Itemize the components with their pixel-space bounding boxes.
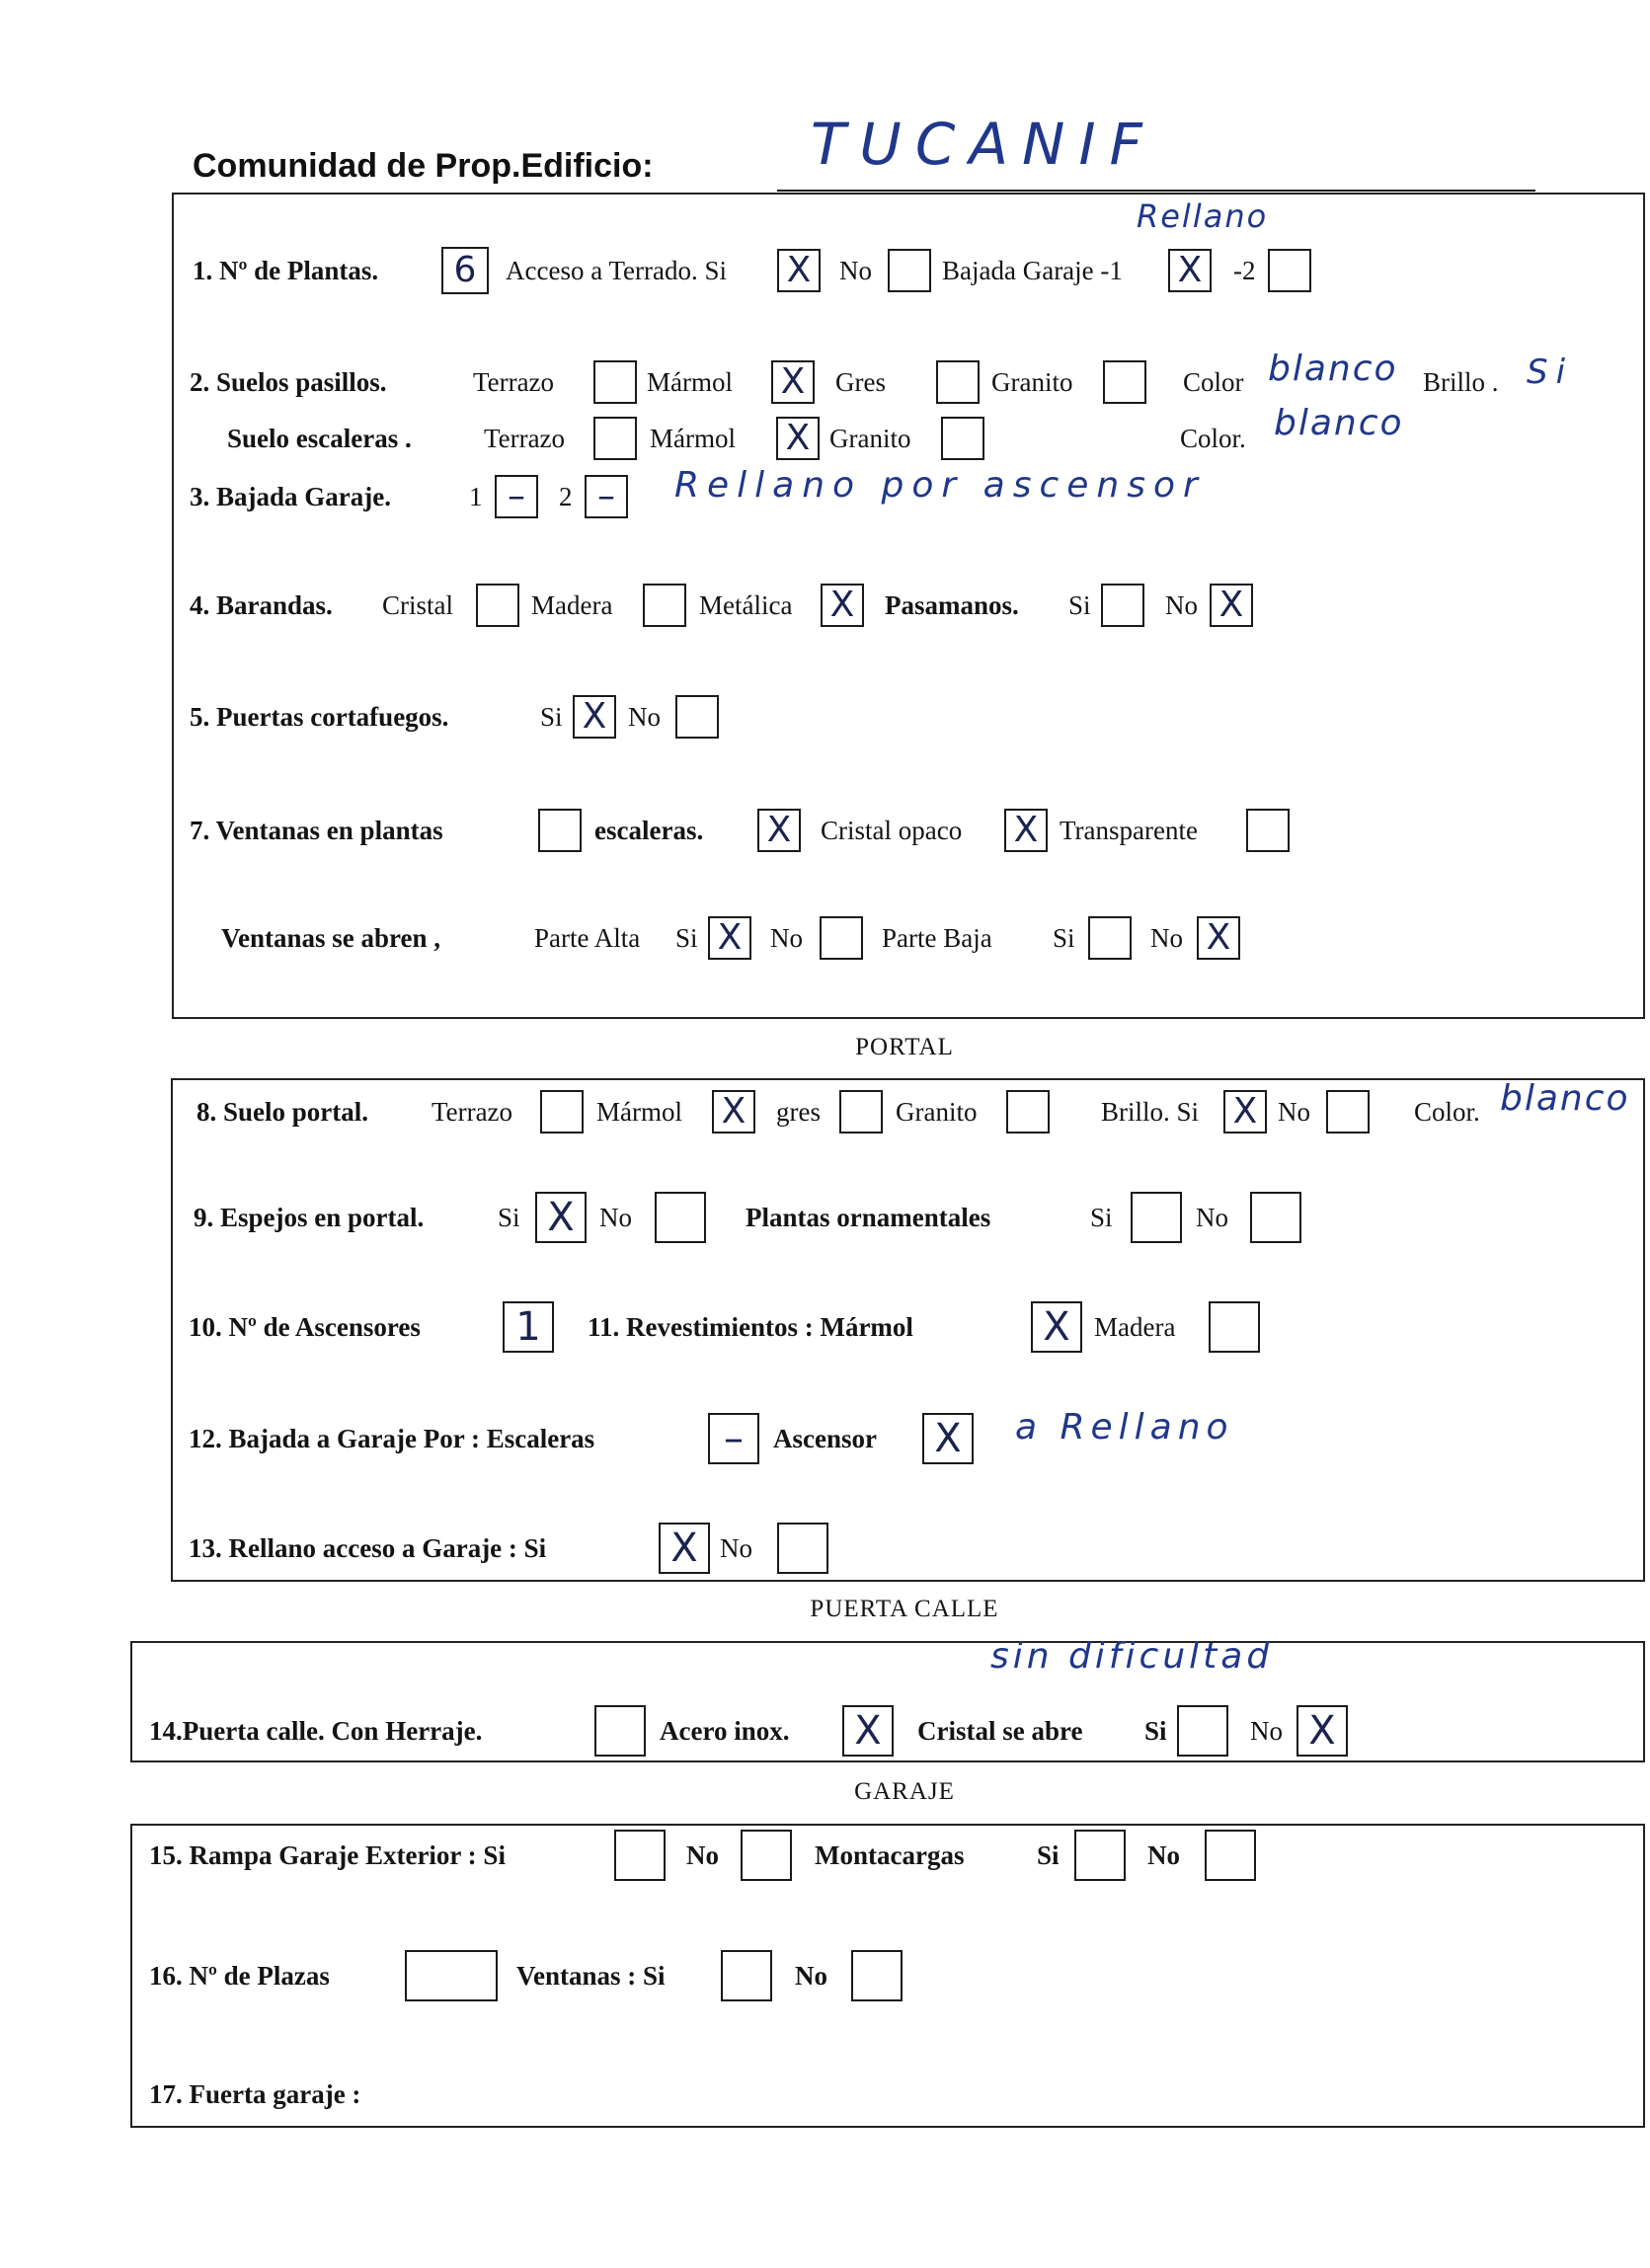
q2b-terrazo-checkbox[interactable] [593,417,637,460]
q7b-baja-si-checkbox[interactable] [1088,916,1132,960]
q4-metalica-checkbox[interactable]: X [821,584,864,627]
q7-opaco-checkbox[interactable]: X [1004,809,1048,852]
q5-label: 5. Puertas cortafuegos. [190,702,449,732]
q15-no-checkbox[interactable] [741,1830,792,1881]
q12-label: 12. Bajada a Garaje Por : Escaleras [189,1424,595,1453]
q5-si-label: Si [540,702,563,732]
q9-plantas-label: Plantas ornamentales [746,1203,991,1232]
q8-brillo-no-checkbox[interactable] [1326,1090,1370,1134]
q11-marmol-checkbox[interactable]: X [1031,1301,1082,1353]
q3-opt1-checkbox[interactable]: – [495,475,538,518]
q14-label: 14.Puerta calle. Con Herraje. [149,1716,483,1746]
q2-gres-checkbox[interactable] [936,360,980,404]
q2b-granito-checkbox[interactable] [941,417,984,460]
q15-label: 15. Rampa Garaje Exterior : Si [149,1840,506,1870]
q7b-alta-si-checkbox[interactable]: X [708,916,751,960]
q1-plantas-field[interactable]: 6 [441,247,489,294]
q17-label: 17. Fuerta garaje : [149,2079,361,2109]
q7b-alta-si-label: Si [675,923,698,953]
q1-bajada-label: Bajada Garaje -1 [942,256,1123,285]
q7-escaleras-label: escaleras. [594,816,704,845]
q12-escaleras-checkbox[interactable]: – [708,1413,759,1464]
q15-no-label: No [686,1840,719,1870]
q1-bajada-2-checkbox[interactable] [1268,249,1311,292]
q3-label: 3. Bajada Garaje. [190,482,391,511]
q11-madera-checkbox[interactable] [1209,1301,1260,1353]
q15-montacargas-si-checkbox[interactable] [1074,1830,1126,1881]
section-heading-puerta-calle: PUERTA CALLE [810,1596,999,1622]
q2-brillo-field[interactable]: Si [1527,352,1574,392]
q2-gres-label: Gres [835,367,886,397]
section-heading-portal: PORTAL [855,1034,954,1060]
q15-montacargas-label: Montacargas [815,1840,965,1870]
q9-label: 9. Espejos en portal. [194,1203,425,1232]
q16-ventanas-no-checkbox[interactable] [851,1950,903,2001]
q9-si-checkbox[interactable]: X [535,1192,587,1243]
q8-color-label: Color. [1414,1097,1480,1127]
q4-pasamanos-no-checkbox[interactable]: X [1210,584,1253,627]
q7-escaleras-checkbox[interactable]: X [757,809,801,852]
q9-plantas-si-label: Si [1090,1203,1113,1232]
q8-marmol-label: Mármol [596,1097,682,1127]
q16-label: 16. Nº de Plazas [149,1961,330,1991]
q9-si-label: Si [498,1203,520,1232]
q8-label: 8. Suelo portal. [196,1097,369,1127]
q14-cristal-label: Cristal se abre [917,1716,1083,1746]
q15-montacargas-no-checkbox[interactable] [1205,1830,1256,1881]
q8-brillo-label: Brillo. Si [1101,1097,1200,1127]
q13-no-label: No [720,1533,752,1563]
q2-marmol-checkbox[interactable]: X [771,360,815,404]
q11-label: 11. Revestimientos : Mármol [588,1312,913,1342]
q16-ventanas-si-checkbox[interactable] [721,1950,772,2001]
q4-metalica-label: Metálica [699,590,793,620]
title-underline [777,190,1535,192]
q4-label: 4. Barandas. [190,590,333,620]
q2b-marmol-checkbox[interactable]: X [776,417,820,460]
q7b-alta-label: Parte Alta [534,923,641,953]
q14-herraje-checkbox[interactable] [594,1705,646,1757]
q8-granito-checkbox[interactable] [1006,1090,1050,1134]
q8-gres-checkbox[interactable] [839,1090,883,1134]
q2b-granito-label: Granito [829,424,911,453]
form-title: Comunidad de Prop.Edificio: [193,147,654,185]
q3-opt1-label: 1 [469,482,483,511]
q16-no-label: No [795,1961,827,1991]
q5-no-label: No [628,702,661,732]
q13-label: 13. Rellano acceso a Garaje : Si [189,1533,547,1563]
q1-terrado-label: Acceso a Terrado. Si [506,256,728,285]
q15-m-si-label: Si [1037,1840,1060,1870]
q8-terrazo-checkbox[interactable] [540,1090,584,1134]
q12-ascensor-checkbox[interactable]: X [922,1413,974,1464]
q4-no-label: No [1165,590,1198,620]
q1-terrado-no-checkbox[interactable] [888,249,931,292]
q4-cristal-label: Cristal [382,590,453,620]
q7b-baja-no-checkbox[interactable]: X [1197,916,1240,960]
q9-plantas-si-checkbox[interactable] [1131,1192,1182,1243]
q7b-baja-si-label: Si [1053,923,1075,953]
q9-plantas-no-checkbox[interactable] [1250,1192,1301,1243]
q15-si-checkbox[interactable] [614,1830,666,1881]
q16-plazas-field[interactable] [405,1950,498,2001]
q7-opaco-label: Cristal opaco [821,816,963,845]
q2-marmol-label: Mármol [647,367,733,397]
q12-ascensor-label: Ascensor [773,1424,877,1453]
q13-no-checkbox[interactable] [777,1523,828,1574]
q14-si-label: Si [1144,1716,1167,1746]
q1-bajada-2-label: -2 [1233,256,1256,285]
q14-si-checkbox[interactable] [1177,1705,1228,1757]
building-name-field[interactable]: TUCANIF [811,111,1156,178]
q10-ascensores-field[interactable]: 1 [503,1301,554,1353]
section-heading-garaje: GARAJE [854,1778,955,1805]
q1-bajada-1-checkbox[interactable]: X [1168,249,1212,292]
q8-marmol-checkbox[interactable]: X [712,1090,755,1134]
q1-terrado-si-checkbox[interactable]: X [777,249,821,292]
q9-plantas-no-label: No [1196,1203,1228,1232]
q2b-label: Suelo escaleras . [227,424,412,453]
q8-granito-label: Granito [896,1097,978,1127]
q3-opt2-checkbox[interactable]: – [585,475,628,518]
q8-color-field[interactable]: blanco [1500,1078,1630,1119]
q13-si-checkbox[interactable]: X [659,1523,710,1574]
q4-pasamanos-si-checkbox[interactable] [1101,584,1144,627]
q7b-baja-no-label: No [1150,923,1183,953]
q3-opt2-label: 2 [559,482,573,511]
q1-label: 1. Nº de Plantas. [193,256,379,285]
q7b-label: Ventanas se abren , [221,923,441,953]
q2-color-label: Color [1183,367,1244,397]
q4-pasamanos-label: Pasamanos. [885,590,1019,620]
q14-note: sin dificultad [990,1636,1274,1677]
q4-cristal-checkbox[interactable] [476,584,519,627]
q7-transparente-label: Transparente [1060,816,1198,845]
q2-terrazo-label: Terrazo [473,367,555,397]
q2b-color-label: Color. [1180,424,1246,453]
q7b-alta-no-checkbox[interactable] [820,916,863,960]
q2b-terrazo-label: Terrazo [484,424,566,453]
q2-label: 2. Suelos pasillos. [190,367,387,397]
q8-no-label: No [1278,1097,1310,1127]
q11-madera-label: Madera [1094,1312,1176,1342]
q4-si-label: Si [1068,590,1091,620]
q16-ventanas-label: Ventanas : Si [516,1961,666,1991]
q7-label: 7. Ventanas en plantas [190,816,443,845]
q14-acero-label: Acero inox. [660,1716,790,1746]
q12-note: a Rellano [1015,1407,1234,1447]
q14-no-checkbox[interactable]: X [1296,1705,1348,1757]
q14-acero-checkbox[interactable]: X [842,1705,894,1757]
q2-terrazo-checkbox[interactable] [593,360,637,404]
q3-note: Rellano por ascensor [674,465,1206,506]
q10-label: 10. Nº de Ascensores [189,1312,421,1342]
q2b-marmol-label: Mármol [650,424,736,453]
q2-color-field[interactable]: blanco [1268,349,1398,389]
q9-no-checkbox[interactable] [655,1192,706,1243]
q4-madera-checkbox[interactable] [643,584,686,627]
q2b-color-field[interactable]: blanco [1274,403,1404,443]
q5-si-checkbox[interactable]: X [573,695,616,739]
q8-terrazo-label: Terrazo [432,1097,513,1127]
q15-m-no-label: No [1147,1840,1180,1870]
q2-granito-label: Granito [991,367,1073,397]
q1-note: Rellano [1137,197,1269,235]
q4-madera-label: Madera [531,590,613,620]
q8-brillo-si-checkbox[interactable]: X [1223,1090,1267,1134]
q2-brillo-label: Brillo . [1423,367,1499,397]
q8-gres-label: gres [776,1097,821,1127]
q7b-alta-no-label: No [770,923,803,953]
q7b-baja-label: Parte Baja [882,923,992,953]
q5-no-checkbox[interactable] [675,695,719,739]
q9-no-label: No [599,1203,632,1232]
q1-no-label: No [839,256,872,285]
q7-transparente-checkbox[interactable] [1246,809,1290,852]
q14-no-label: No [1250,1716,1283,1746]
q7-plantas-checkbox[interactable] [538,809,582,852]
q2-granito-checkbox[interactable] [1103,360,1146,404]
